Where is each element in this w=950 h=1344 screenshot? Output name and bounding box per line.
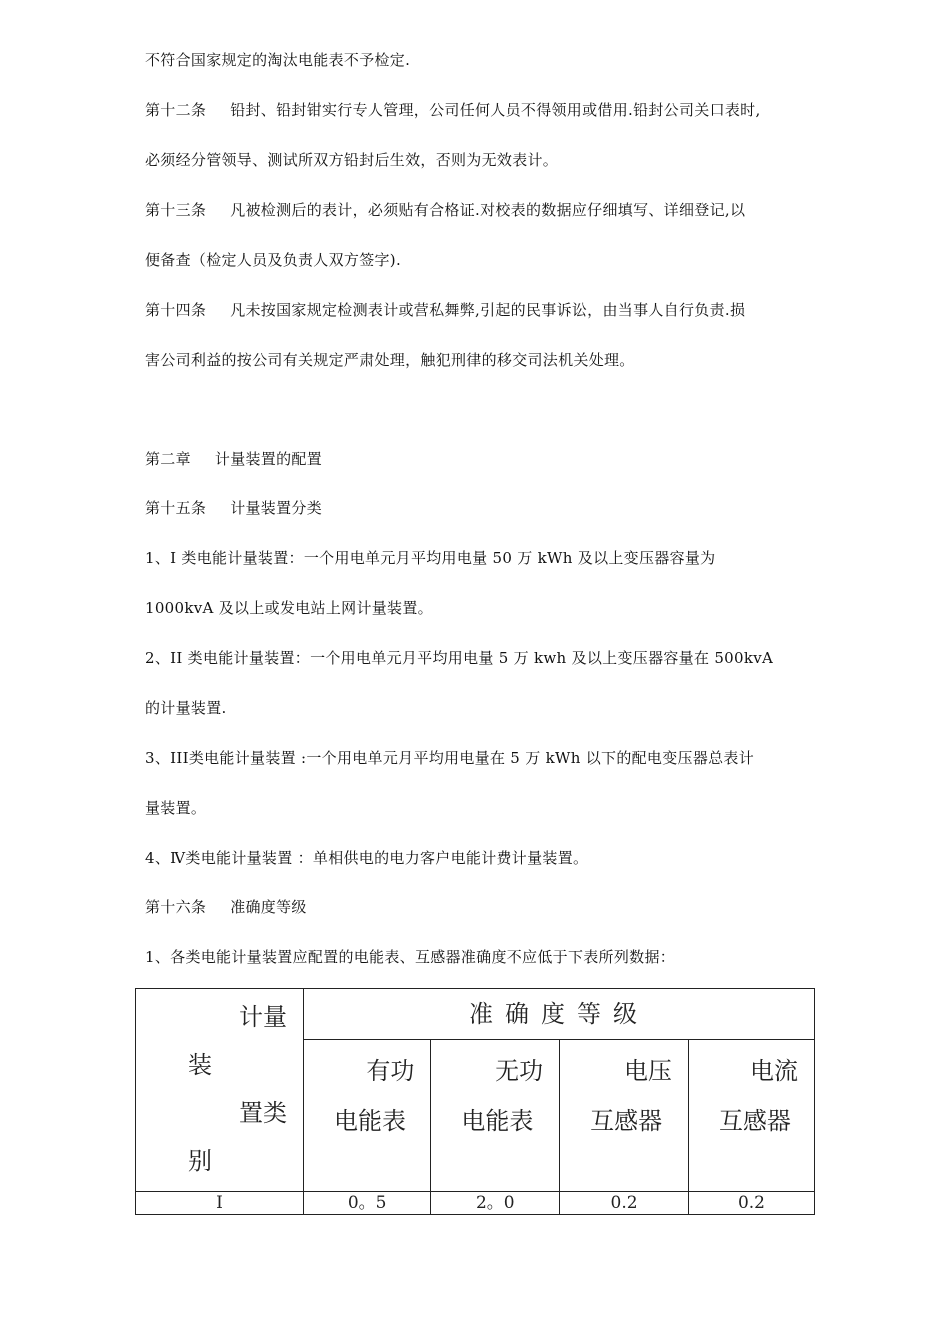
paragraph-line: 必须经分管领导、测试所双方铅封后生效，否则为无效表计。 [145, 151, 559, 169]
table-cell: 2。0 [431, 1192, 560, 1215]
paragraph-line: 不符合国家规定的淘汰电能表不予检定. [145, 51, 411, 69]
table-cell: 0.2 [688, 1192, 814, 1215]
list-item: 1、I 类电能计量装置：一个用电单元月平均用电量 50 万 kWh 及以上变压器容量为 [145, 549, 716, 567]
column-header-current-transformer: 电流 互感器 [688, 1040, 814, 1192]
table-row [136, 1192, 815, 1215]
accuracy-table [135, 988, 815, 1215]
table-cell-category: I [136, 1192, 304, 1215]
column-header-voltage-transformer: 电压 互感器 [560, 1040, 689, 1192]
article-number: 第十二条 [145, 101, 207, 119]
article-number: 第十六条 [145, 898, 207, 916]
accuracy-group-header: 准确度等级 [303, 989, 814, 1040]
list-item: 4、Ⅳ类电能计量装置 ：单相供电的电力客户电能计费计量装置。 [145, 849, 589, 867]
paragraph-line: 害公司利益的按公司有关规定严肃处理，触犯刑律的移交司法机关处理。 [145, 351, 635, 369]
article-16: 第十六条 准确度等级 [145, 898, 307, 916]
category-header-cell: 计量 装 置类 别 [136, 989, 304, 1192]
article-15: 第十五条 计量装置分类 [145, 499, 323, 517]
list-item: 1、各类电能计量装置应配置的电能表、互感器准确度不应低于下表所列数据： [145, 948, 676, 966]
table-cell: 0。5 [303, 1192, 430, 1215]
column-header-active-meter: 有功 电能表 [303, 1040, 430, 1192]
paragraph-line: 的计量装置. [145, 699, 227, 717]
article-12: 第十二条 铅封、铅封钳实行专人管理，公司任何人员不得领用或借用.铅封公司关口表时, [145, 101, 761, 119]
table-cell: 0.2 [560, 1192, 689, 1215]
list-item: 2、II 类电能计量装置：一个用电单元月平均用电量 5 万 kwh 及以上变压器容量在 500kvA [145, 649, 774, 667]
column-header-reactive-meter: 无功 电能表 [431, 1040, 560, 1192]
chapter-heading: 第二章 计量装置的配置 [145, 450, 323, 468]
article-number: 第十五条 [145, 499, 207, 517]
paragraph-line: 1000kvA 及以上或发电站上网计量装置。 [145, 599, 433, 617]
list-item: 3、III类电能计量装置 :一个用电单元月平均用电量在 5 万 kWh 以下的配电变压器总表计 [145, 749, 755, 767]
article-13: 第十三条 凡被检测后的表计，必须贴有合格证.对校表的数据应仔细填写、详细登记,以 [145, 201, 746, 219]
article-14: 第十四条 凡未按国家规定检测表计或营私舞弊,引起的民事诉讼，由当事人自行负责.损 [145, 301, 746, 319]
article-number: 第十四条 [145, 301, 207, 319]
article-number: 第十三条 [145, 201, 207, 219]
paragraph-line: 便备查（检定人员及负责人双方签字). [145, 251, 402, 269]
paragraph-line: 量装置。 [145, 799, 207, 817]
